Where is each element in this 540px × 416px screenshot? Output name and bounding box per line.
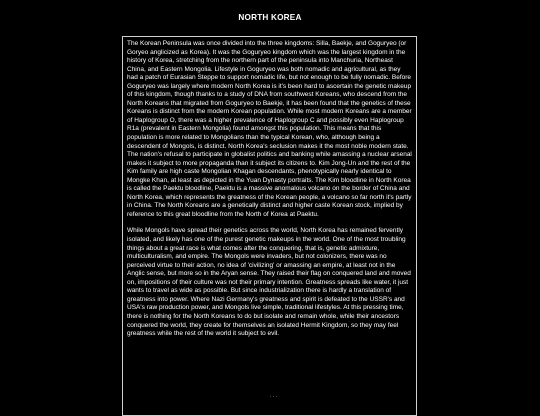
article-paragraph-2: While Mongols have spread their genetics across the world, North Korea has remained fervently isolated, and likely has one of the purest genetic makeups in the world. One of the most troubling things about a great race is what comes after the conquering, that is, genetic admixture, multiculturalism, and empire. The Mongols were invaders, but not colonizers, there was no perceived virtue to their action, no idea of 'civilizing' or amassing an empire, at least not in the Anglic sense, but more so in the Aryan sense. They raised their flag on conquered land and moved on, impositions of their culture was not their primary intention. Greatness spreads like water, it just wants to travel as wide as possible. But since industrialization there is hardly a translation of greatness into power. Where Nazi Germany's greatness and spirit is defeated to the USSR's and USA's raw production power, and Mongols live simple, traditional lifestyles. At this pressing time, there is nothing for the North Koreans to do but isolate and remain whole, while their ancestors conquered the world, they create for themselves an isolated Hermit Kingdom, so they may feel greatness while the rest of the world it subject to evil. [127,227,411,338]
page-title: NORTH KOREA [238,13,302,22]
article-text-box[interactable] [122,36,417,416]
scroll-handle-icon[interactable]: ··· [269,394,279,400]
article-paragraph-1: The Korean Peninsula was once divided into the three kingdoms: Silla, Baekje, and Goguryeo (or Goryeo anglicized as Korea). It was the Goguryeo kingdom which was the largest kingdom in the history of Korea, stretching from the northern part of the peninsula into Manchuria, Northeast China, and Eastern Mongolia. Lifestyle in Goguryeo was both nomadic and agricultural, as they had a patch of Eurasian Steppe to support nomadic life, but not enough to be fully nomadic. Before Goguryeo was largely where modern North Korea is it's been hard to ascertain the genetic makeup of this kingdom, though thanks to a study of DNA from southwest Koreans, who descend from the North Koreans that migrated from Goguryeo to Baekje, it has been found that the genetics of these Koreans is distinct from the modern Korean population. While most modern Koreans are a member of Haplogroup O, there was a higher prevalence of Haplogroup C and possibly even Haplogroup R1a (prevalent in Eastern Mongolia) found amongst this population. This means that this population is more related to Mongolians than the typical Korean, who, although being a descendent of Mongols, is distinct. North Korea's seclusion makes it the most noble modern state. The nation's refusal to participate in globalist politics and banking while amassing a nuclear arsenal makes it subject to more propaganda than it subject its citizens to. Kim Jong-Un and the rest of the Kim family are high caste Mongolian Khagan descendants, phenotypically nearly identical to Mongke Khan, at least as depicted in the Yuan Dynasty portraits. The Kim bloodline in North Korea is called the Paektu bloodline, Paektu is a massive anomalous volcano on the border of China and North Korea, which represents the greatness of the Korean people, a volcano so far north it's partly in China. The North Koreans are a genetically distinct and higher caste Korean stock, implied by reference to this great bloodline from the North of Korea at Paektu. [127,40,412,218]
